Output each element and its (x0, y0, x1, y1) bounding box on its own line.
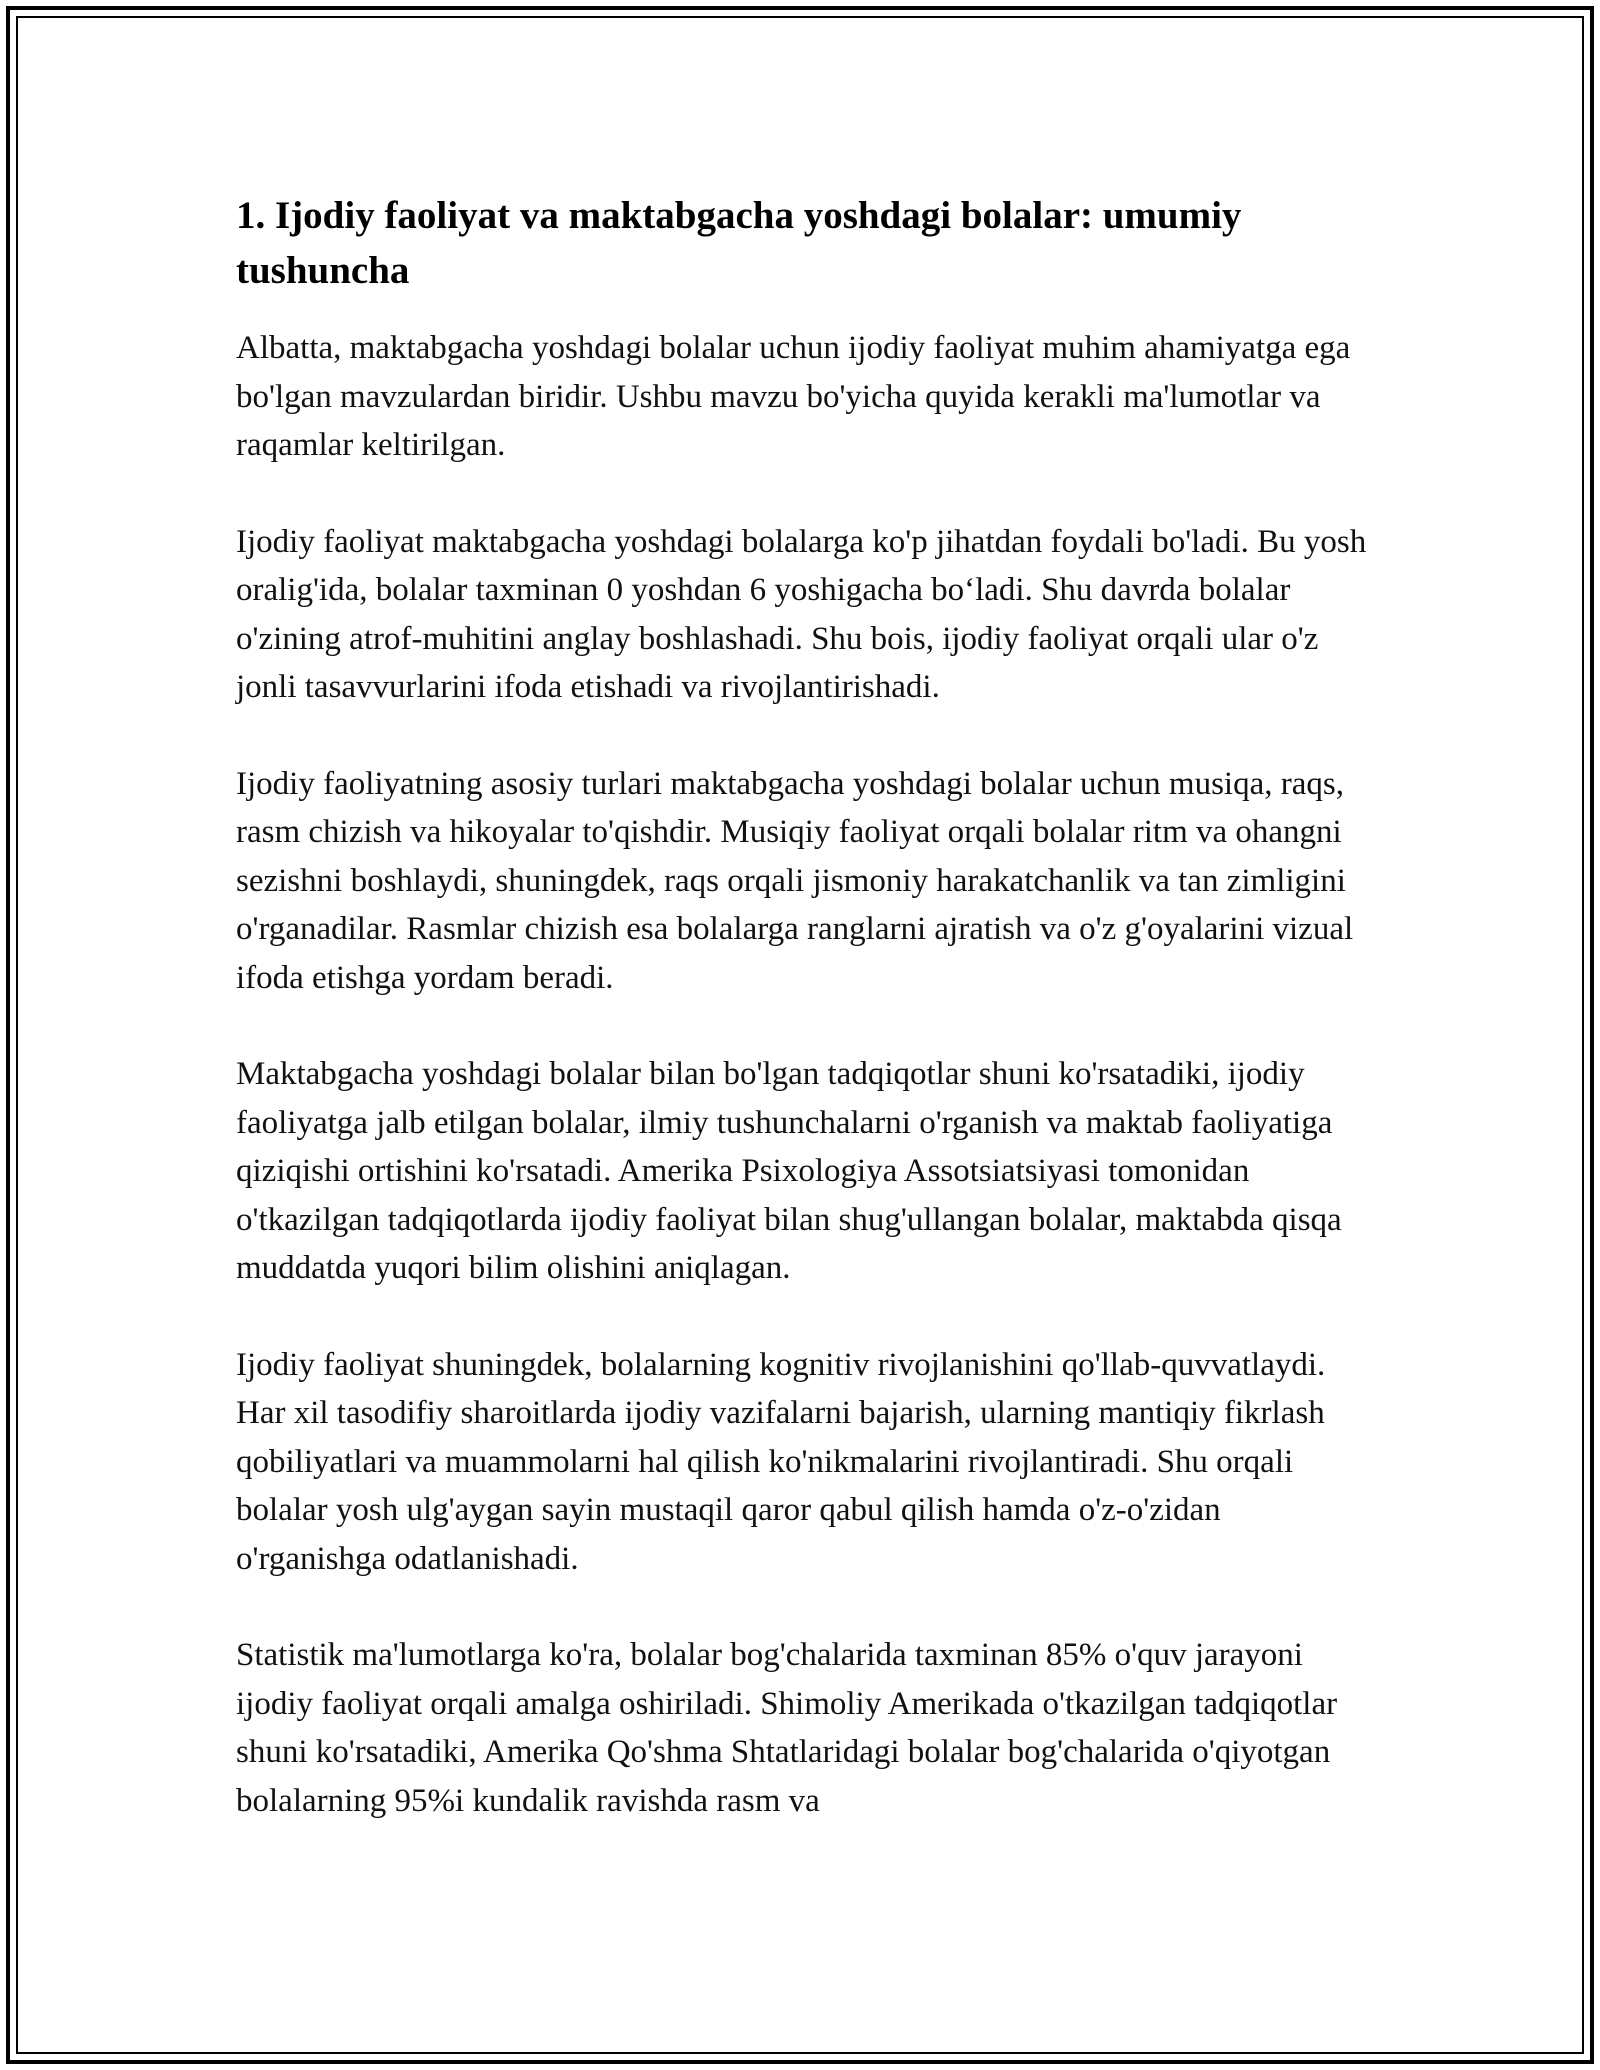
paragraph-intro: Albatta, maktabgacha yoshdagi bolalar uchun ijodiy faoliyat muhim ahamiyatga ega bo'lgan mavzulardan biridir. Ushbu mavzu bo'yicha quyida kerakli ma'lumotlar va raqamlar keltirilgan. (236, 330, 1351, 463)
document-body (236, 188, 1376, 1873)
section-heading: 1. Ijodiy faoliyat va maktabgacha yoshdagi bolalar: umumiy tushuncha (236, 194, 1242, 292)
paragraph-statistics: Statistik ma'lumotlarga ko'ra, bolalar bog'chalarida taxminan 85% o'quv jarayoni ijodiy faoliyat orqali amalga oshiriladi. Shimoliy Amerikada o'tkazilgan tadqiqotlar shuni ko'rsatadiki, Amerika Qo'shma Shtatlaridagi bolalar bog'chalarida o'qiyotgan bolalarning 95%i kundalik ravishda rasm va (236, 1637, 1338, 1819)
paragraph-benefits: Ijodiy faoliyat maktabgacha yoshdagi bolalarga ko'p jihatdan foydali bo'ladi. Bu yosh oralig'ida, bolalar taxminan 0 yoshdan 6 yoshigacha bo‘ladi. Shu davrda bolalar o'zining atrof-muhitini anglay boshlashadi. Shu bois, ijodiy faoliyat orqali ular o'z jonli tasavvurlarini ifoda etishadi va rivojlantirishadi. (236, 523, 1367, 705)
paragraph-cognitive-development: Ijodiy faoliyat shuningdek, bolalarning kognitiv rivojlanishini qo'llab-quvvatlaydi. Har xil tasodifiy sharoitlarda ijodiy vazifalarni bajarish, ularning mantiqiy fikrlash qobiliyatlari va muammolarni hal qilish ko'nikmalarini rivojlantiradi. Shu orqali bolalar yosh ulg'aygan sayin mustaqil qaror qabul qilish hamda o'z-o'zidan o'rganishga odatlanishadi. (236, 1346, 1326, 1577)
paragraph-activity-types: Ijodiy faoliyatning asosiy turlari maktabgacha yoshdagi bolalar uchun musiqa, raqs, rasm chizish va hikoyalar to'qishdir. Musiqiy faoliyat orqali bolalar ritm va ohangni sezishni boshlaydi, shuningdek, raqs orqali jismoniy harakatchanlik va tan zimligini o'rganadilar. Rasmlar chizish esa bolalarga ranglarni ajratish va o'z g'oyalarini vizual ifoda etishga yordam beradi. (236, 765, 1354, 996)
paragraph-research: Maktabgacha yoshdagi bolalar bilan bo'lgan tadqiqotlar shuni ko'rsatadiki, ijodiy faoliyatga jalb etilgan bolalar, ilmiy tushunchalarni o'rganish va maktab faoliyatiga qiziqishi ortishini ko'rsatadi. Amerika Psixologiya Assotsiatsiyasi tomonidan o'tkazilgan tadqiqotlarda ijodiy faoliyat bilan shug'ullangan bolalar, maktabda qisqa muddatda yuqori bilim olishini aniqlagan. (236, 1056, 1342, 1286)
